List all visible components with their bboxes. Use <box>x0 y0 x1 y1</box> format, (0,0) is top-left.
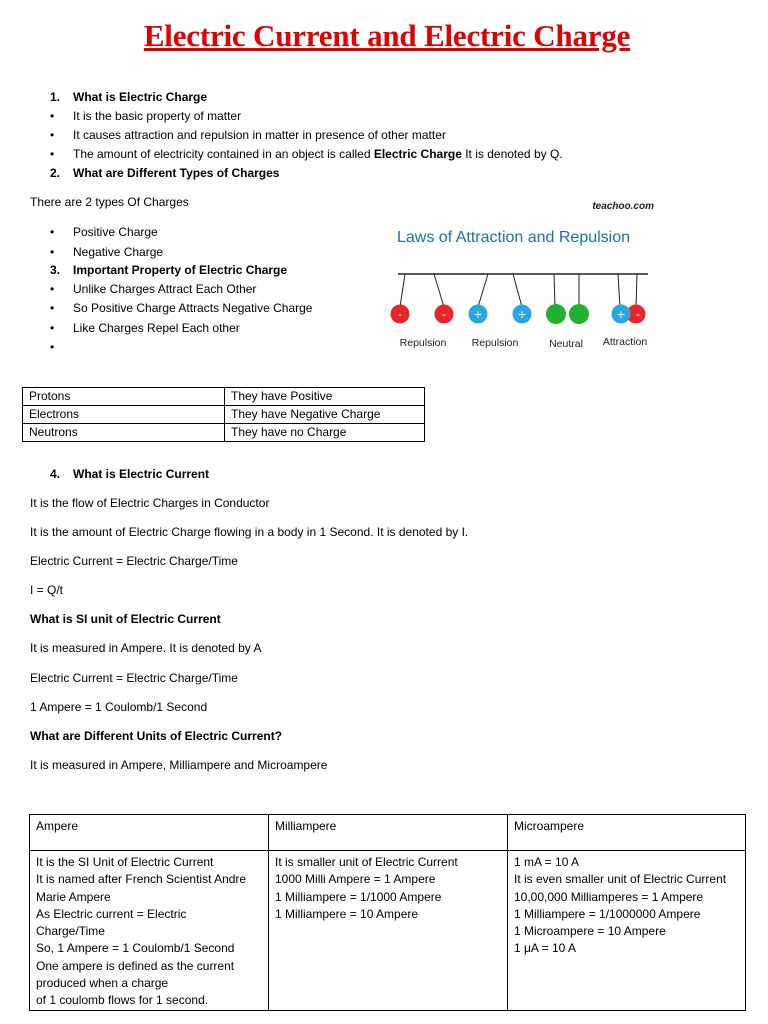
section-4-heading <box>50 467 209 481</box>
cell-line: 1000 Milli Ampere = 1 Ampere <box>275 872 436 887</box>
paragraph: It is measured in Ampere. It is denoted by A <box>30 641 262 655</box>
cell-line: 10,00,000 Milliamperes = 1 Ampere <box>514 889 704 904</box>
figure-label: Repulsion <box>399 337 447 349</box>
table-header-row <box>30 815 746 851</box>
cell-line: So, 1 Ampere = 1 Coulomb/1 Second <box>36 941 235 956</box>
section-3-number: 3. <box>50 263 61 277</box>
cell-line: As Electric current = Electric <box>36 906 187 921</box>
formula: I = Q/t <box>30 583 64 597</box>
figure-watermark: teachoo.com <box>592 201 654 212</box>
column-header: Ampere <box>30 815 269 851</box>
section-3-title: Important Property of Electric Charge <box>73 263 288 277</box>
column-header: Microampere <box>508 815 746 851</box>
figure-label: Neutral <box>549 338 583 350</box>
table-cell: Neutrons <box>23 424 225 442</box>
cell-line: 1 Milliampere = 1/1000000 Ampere <box>514 906 701 921</box>
bullet-text: Negative Charge <box>73 245 164 259</box>
paragraph: It is measured in Ampere, Milliampere and Microampere <box>30 758 328 772</box>
neutral-pair <box>546 304 589 324</box>
repulsion-pair-negative <box>391 305 454 324</box>
table-row <box>23 388 425 406</box>
list-item: • Unlike Charges Attract Each Other <box>50 282 257 296</box>
figure-label: Attraction <box>602 336 648 348</box>
list-item: • It is the basic property of matter <box>50 109 242 123</box>
svg-text:+: + <box>473 308 483 321</box>
cell-line: Charge/Time <box>36 924 105 939</box>
section-1-heading <box>50 90 207 104</box>
cell-line: One ampere is defined as the current <box>36 958 235 973</box>
page-title: Electric Current and Electric Charge <box>143 18 631 53</box>
paragraph: Electric Current = Electric Charge/Time <box>30 554 238 568</box>
microampere-cell <box>508 851 746 1011</box>
si-unit-heading: What is SI unit of Electric Current <box>30 612 221 626</box>
list-item: • Positive Charge <box>50 225 158 239</box>
cell-line: It is named after French Scientist Andre <box>36 872 247 887</box>
figure-label: Repulsion <box>471 337 519 349</box>
figure-title: Laws of Attraction and Repulsion <box>397 229 631 246</box>
svg-text:+: + <box>517 308 527 321</box>
particles-table <box>22 387 425 442</box>
cell-line: 1 Microampere = 10 Ampere <box>514 924 666 939</box>
units-table <box>29 814 746 1011</box>
svg-text:+: + <box>616 308 626 321</box>
neutral-ball <box>546 304 566 324</box>
paragraph: It is the flow of Electric Charges in Conductor <box>30 496 270 510</box>
ampere-cell <box>30 851 269 1011</box>
list-item-empty: • <box>50 340 55 354</box>
milliampere-cell <box>269 851 508 1011</box>
svg-text:-: - <box>636 308 640 321</box>
svg-text:-: - <box>398 308 402 321</box>
cell-line: Marie Ampere <box>36 889 111 904</box>
table-cell: They have no Charge <box>225 424 425 442</box>
cell-line: 1 μA = 10 A <box>514 941 576 956</box>
table-row <box>30 851 746 1011</box>
bullet-bold-term: Electric Charge <box>373 147 462 161</box>
paragraph: Electric Current = Electric Charge/Time <box>30 671 238 685</box>
attraction-pair <box>612 305 646 324</box>
section-2-heading <box>50 166 279 180</box>
table-row <box>23 406 425 424</box>
list-item: • It causes attraction and repulsion in matter in presence of other matter <box>50 128 446 142</box>
list-item: • Like Charges Repel Each other <box>50 321 240 335</box>
bullet-text: Unlike Charges Attract Each Other <box>73 282 257 296</box>
paragraph: 1 Ampere = 1 Coulomb/1 Second <box>30 700 208 714</box>
section-3-heading <box>50 263 287 277</box>
svg-text:-: - <box>442 308 446 321</box>
list-item: • The amount of electricity contained in an object is called Electric Charge It is denoted by Q. <box>50 147 563 161</box>
units-heading: What are Different Units of Electric Current? <box>30 729 283 743</box>
section-1-title: What is Electric Charge <box>73 90 208 104</box>
bullet-text: Like Charges Repel Each other <box>73 321 240 335</box>
column-header: Milliampere <box>269 815 508 851</box>
bullet-text: It is denoted by Q. <box>461 147 563 161</box>
attraction-repulsion-figure <box>380 190 658 355</box>
cell-line: It is even smaller unit of Electric Current <box>514 872 727 887</box>
cell-line: It is the SI Unit of Electric Current <box>36 855 214 869</box>
list-item: • Negative Charge <box>50 245 164 259</box>
cell-line: It is smaller unit of Electric Current <box>275 855 458 869</box>
section-2-intro: There are 2 types Of Charges <box>30 195 189 209</box>
bullet-text: The amount of electricity contained in an object is called <box>73 147 374 161</box>
section-1-number: 1. <box>50 90 61 104</box>
list-item: • So Positive Charge Attracts Negative Charge <box>50 301 313 315</box>
bullet-text: It is the basic property of matter <box>73 109 242 123</box>
cell-line: 1 Milliampere = 1/1000 Ampere <box>275 889 442 904</box>
neutral-ball <box>569 304 589 324</box>
bullet-text: It causes attraction and repulsion in matter in presence of other matter <box>73 128 446 142</box>
cell-line: produced when a charge <box>36 976 169 991</box>
table-row <box>23 424 425 442</box>
bullet-text: So Positive Charge Attracts Negative Charge <box>73 301 313 315</box>
table-cell: They have Positive <box>225 388 425 406</box>
repulsion-pair-positive <box>469 305 532 324</box>
pendulum-strings <box>400 274 637 307</box>
table-cell: They have Negative Charge <box>225 406 425 424</box>
cell-line: of 1 coulomb flows for 1 second. <box>36 993 209 1008</box>
cell-line: 1 Milliampere = 10 Ampere <box>275 906 419 921</box>
section-2-title: What are Different Types of Charges <box>73 166 280 180</box>
table-cell: Protons <box>23 388 225 406</box>
section-4-number: 4. <box>50 467 61 481</box>
cell-line: 1 mA = 10 A <box>514 855 580 869</box>
section-4-title: What is Electric Current <box>73 467 210 481</box>
table-cell: Electrons <box>23 406 225 424</box>
paragraph: It is the amount of Electric Charge flowing in a body in 1 Second. It is denoted by I. <box>30 525 469 539</box>
section-2-number: 2. <box>50 166 61 180</box>
bullet-text: Positive Charge <box>73 225 158 239</box>
